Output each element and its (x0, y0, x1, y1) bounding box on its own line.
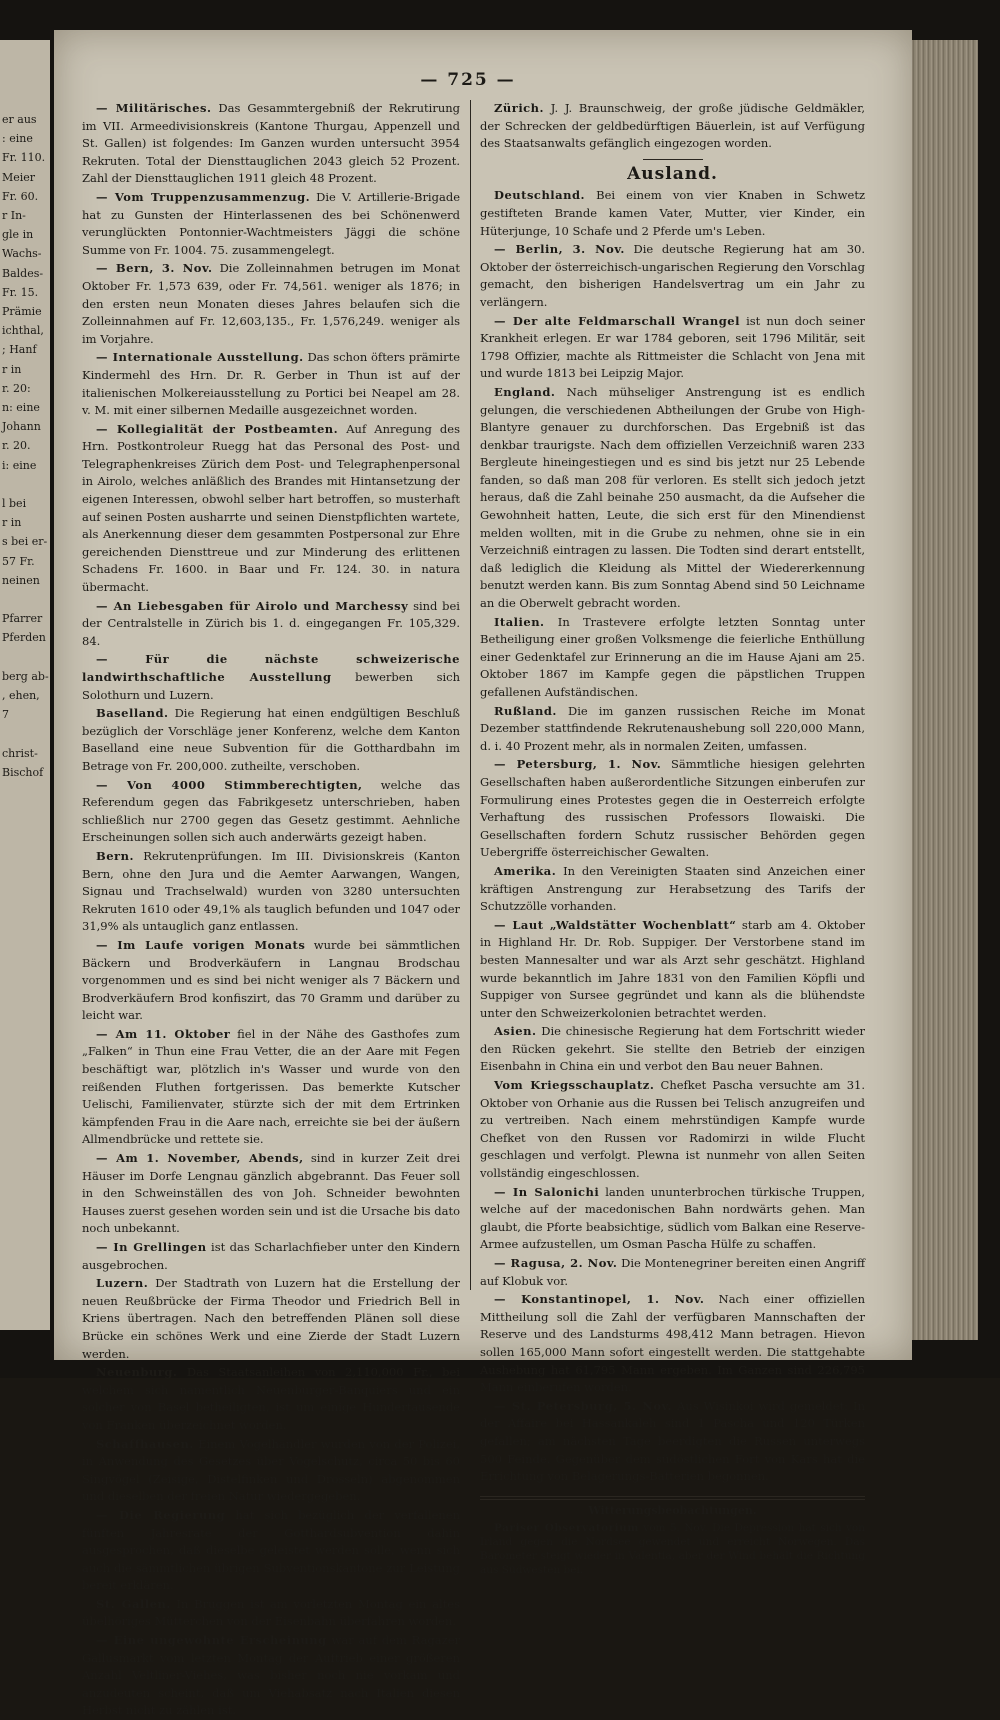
ausland-articles (480, 187, 865, 1485)
article-text: In Bruggen ist am vorletzten Montag ein altes übelhöriges Mütterchen von der Eisenbahn überfahren worden. (82, 1596, 460, 1629)
article-text: wurde bei sämmtlichen Bäckern und Brodverkäufern in Langnau Brodschau vorgenommen und es sind bei nicht weniger als 7 Bäckern und Brodverkäufern Brod konfiszirt, das 70 Gramm und darüber zu leicht war. (82, 937, 460, 1023)
article-paragraph (82, 1275, 460, 1363)
article-paragraph (82, 937, 460, 1025)
section-divider (643, 159, 703, 160)
article-lead: Neuenburg. (96, 1365, 178, 1380)
weather-lead: Pariser Observatorium (494, 1522, 639, 1535)
article-lead: — Konstantinopel, 1. Nov. (494, 1292, 705, 1307)
article-text: landen ununterbrochen türkische Truppen, welche auf der macedonischen Bahn nordwärts gehen. Man glaubt, die Pforte beabsichtige, südlich vom Balkan eine Reserve-Armee aufzustellen, um Osman Pascha Hülfe zu schaffen. (480, 1184, 865, 1252)
article-text: sind in kurzer Zeit drei Häuser im Dorfe Lengnau gänzlich abgebrannt. Das Feuer soll in den Schweinställen des von Joh. Schneider bewohnten Hauses zuerst gesehen worden sein und ist die Ursache bis dato noch unbekannt. (82, 1151, 460, 1236)
article-lead: Baselland. (96, 706, 169, 721)
article-lead: — Von 4000 Stimmberechtigten, (96, 777, 363, 792)
article-lead: — Für die nächste schweizerische landwirthschaftliche Ausstellung (82, 652, 460, 684)
article-lead: Schaffhausen. (96, 1436, 194, 1451)
article-lead: — Ragusa, 2. Nov. (494, 1256, 618, 1270)
article-paragraph (82, 705, 460, 775)
article-text: ist nun doch seiner Krankheit erlegen. Er war 1784 geboren, seit 1796 Militär, seit 1798 Offizier, machte als Rittmeister die Schlacht von Jena mit und wurde 1813 bei Leipzig Major. (480, 313, 865, 381)
article-text: Die Regierung hat einen endgültigen Beschluß bezüglich der Vorschläge jener Konferenz, welche dem Kanton Baselland eine neue Subvention für die Gotthardbahn im Betrage von Fr. 200,000. zutheilte, verschoben. (82, 706, 460, 773)
article-lead: England. (494, 384, 556, 399)
article-paragraph (82, 421, 460, 597)
article-lead: — Militärisches. (96, 101, 212, 115)
article-lead: Luzern. (96, 1276, 149, 1291)
article-paragraph (480, 241, 865, 311)
article-text: Die chinesische Regierung hat dem Fortschritt wieder den Rücken gekehrt. Sie stellte den Betrieb der einzigen Eisenbahn in China ein und verbot den Bau neuer Bahnen. (480, 1024, 866, 1074)
article-paragraph (82, 1596, 460, 1631)
article-lead: — Eine ungewohnte Erscheinung (96, 1633, 327, 1648)
article-text: In Trastevere erfolgte letzten Sonntag unter Betheiligung einer großen Volksmenge die feierliche Enthüllung einer Gedenktafel zur Erinnerung an die im Hause Ajani am 25. Oktober 1867 im Kampfe gegen die päpstlichen Truppen gefallenen Aufständischen. (480, 614, 865, 699)
article-lead: — An Liebesgaben für Airolo und Marchessy (96, 598, 409, 613)
article-paragraph (480, 313, 865, 383)
article-text: Aus Wisinkoi wird gemeldet: In der Affaire bei Hassankaleh sind 1 Pascha und 120 Türken gefallen; am nächsten Tage beerdigten die Russen unterwegs 500 Feinde. Gegenüber dem südöstlichen Fort von Kars hat die Errichtung von Belagerungs-Batterien begonnen. (480, 1398, 865, 1484)
article-paragraph (480, 614, 865, 702)
article-text: Die Zolleinnahmen betrugen im Monat Oktober Fr. 1,573 639, oder Fr. 74,561. weniger als 1876; in den ersten neun Monaten dieses Jahres belaufen sich die Zolleinnahmen auf Fr. 12,603,135., Fr. 1,576,249. weniger als im Vorjahre. (82, 261, 460, 346)
article-text: Die Montenegriner bereiten einen Angriff auf Klobuk vor. (480, 1256, 865, 1288)
article-paragraph (82, 1364, 460, 1434)
article-text: Sämmtliche hiesigen gelehrten Gesellschaften haben außerordentliche Sitzungen einberufen zur Formulirung eines Protestes gegen die in Oesterreich erfolgte Verhaftung des russischen Professors Ilowaiski. Die Gesellschaften fordern Schutz russischer Behörden gegen Uebergriffe österreichischer Gewalten. (480, 757, 865, 860)
article-lead: — Laut „Waldstätter Wochenblatt“ (494, 917, 737, 932)
article-lead: Deutschland. (494, 188, 586, 203)
article-paragraph (82, 1150, 460, 1238)
article-text: Rekrutenprüfungen. Im III. Divisionskreis (Kanton Bern, ohne den Jura und die Aemter Aarwangen, Wangen, Signau und Trachselwald) wurden von 3280 untersuchten Rekruten 1610 oder 49,1% als tauglich befunden und 1047 oder 31,9% als untauglich ganz entlassen. (82, 848, 460, 934)
article-lead: Asien. (494, 1024, 537, 1039)
article-paragraph (480, 863, 865, 916)
article-text: war auf dem Ragazer Gallusmarkt vom letzten Montag der Auftrieb einer größeren Anzahl Veltliner-Viehes, was bisher noch nie vorkam und anzudeuten scheint, daß um Viehabsatz nach Italien diesen Herbst nicht zu zählen ist. (82, 1633, 461, 1718)
article-paragraph (480, 1255, 865, 1290)
article-lead: Italien. (494, 614, 545, 629)
article-text: sind bei der Centralstelle in Zürich bis 1. d. eingegangen Fr. 105,329. 84. (82, 598, 460, 648)
article-paragraph (82, 598, 460, 651)
article-lead: — Die Regierung (96, 1507, 226, 1522)
article-lead: — Im Laufe vorigen Monats (96, 937, 306, 952)
article-paragraph (480, 703, 865, 756)
article-lead: — Am 1. November, Abends, (96, 1151, 304, 1166)
margin-fragments: er aus : eine Fr. 110. Meier Fr. 60. r In- gle in Wachs- Baldes- Fr. 15. Prämie ichthal, ; Hanf r in r. 20: n: eine Johann r. 20. i: eine l bei r in s bei er- 57 Fr. neinen Pfarrer Pferden berg ab- , ehen, 7 christ- Bischof (2, 113, 49, 779)
article-lead: — In Grellingen (96, 1240, 207, 1254)
article-lead: — Am 11. Oktober (96, 1026, 231, 1041)
article-paragraph (82, 260, 460, 348)
article-paragraph (82, 1239, 460, 1274)
section-title-ausland: Ausland. (627, 163, 718, 184)
article-text: Nach einer offiziellen Mittheilung soll die Zahl der verfügbaren Mannschaften der Reserve und des Landsturms 498,412 Mann betragen. Hievon sollen 165,000 Mann sofort eingestellt werden. Die stattgehabte Aushebung hat 61,795 Mann ergeben. Im Ganzen sind 226,795 Mann einberufen worden. (480, 1292, 866, 1395)
article-text: Das Gesammtergebniß der Rekrutirung im VII. Armeedivisionskreis (Kantone Thurgau, Appenzell und St. Gallen) ist folgendes: Im Ganzen wurden untersucht 3954 Rekruten. Total der Diensttauglichen 2043 gleich 52 Prozent. Zahl der Diensttauglichen 1911 gleich 48 Prozent. (82, 101, 460, 186)
article-lead: — Internationale Ausstellung. (96, 350, 304, 365)
article-paragraph (82, 189, 460, 259)
article-lead: Vom Kriegsschauplatz. (494, 1078, 655, 1093)
article-lead: — Petersburg, 1. Nov. (494, 757, 662, 772)
article-text: welche das Referendum gegen das Fabrikgesetz unterschrieben, haben schließlich nur 2700 gegen das Gesetz gestimmt. Aehnliche Erscheinungen sollen sich auch anderwärts gezeigt haben. (82, 777, 460, 845)
article-text: Die im ganzen russischen Reiche im Monat Dezember stattfindende Rekrutenaushebung soll 220,000 Mann, d. i. 40 Prozent mehr, als in normalen Zeiten, umfassen. (480, 703, 866, 753)
article-paragraph (82, 1507, 460, 1595)
article-paragraph (480, 384, 865, 613)
article-text: Einem Vogelhändler wurden von der Polizei, in Anwendung des Gesetzes über Vogelschutz, circa 50 bis 60 Singvögel (Zeisige, Distelfinken und Drosseln) abgenommen und dieselben der freien Natur wiedergegeben. (82, 1436, 461, 1504)
article-paragraph (480, 917, 865, 1023)
article-lead: Bern. (96, 848, 134, 863)
article-text: Nach mühseliger Anstrengung ist es endlich gelungen, die verschiedenen Abtheilungen der Grube von High-Blantyre genauer zu durchforschen. Das Ergebniß ist das denkbar traurigste. Nach dem offiziellen Verzeichniß waren 233 Bergleute hineingestiegen und es sind bis jetzt nur 25 Lebende fanden, so daß man 208 für verloren. Es stellt sich jedoch jetzt heraus, daß die Zahl beinahe 250 ausmacht, da die Aufseher die Gewohnheit hatten, Leute, die sich erst für den Minendienst melden wollten, mit in die Grube zu nehmen, ohne sie in ein Verzeichniß eintragen zu lassen. Die Todten sind derart entstellt, daß lediglich die Kleidung als Mittel der Wiedererkennung benutzt werden kann. Bis zum Sonntag Abend sind 50 Leichname an die Oberwelt gebracht worden. (480, 384, 866, 611)
article-text: J. J. Braunschweig, der große jüdische Geldmäkler, der Schrecken der geldbedürftigen Bäuerlein, ist auf Verfügung des Staatsanwalts gefänglich eingezogen worden. (480, 101, 866, 151)
article-paragraph (82, 777, 460, 847)
right-column-continuation (480, 100, 865, 153)
article-lead: Rußland. (494, 703, 557, 718)
article-text: bewerben sich Solothurn und Luzern. (82, 670, 460, 702)
article-paragraph (480, 1184, 865, 1254)
weather-title: Witterungsbeobachtungen. (588, 1503, 757, 1517)
article-text: Chefket Pascha versuchte am 31. Oktober von Orhanie aus die Russen bei Telisch anzugreifen und zu vertreiben. Nach einem mehrstündigen Kampfe wurde Chefket von den Russen vor Radomirzi in wilde Flucht geschlagen und verfolgt. Plewna ist nunmehr von allen Seiten vollständig eingeschlossen. (480, 1078, 866, 1181)
article-lead: — Vom Truppenzusammenzug. (96, 189, 311, 204)
article-paragraph (82, 1026, 460, 1149)
article-text: hat sich bezüglich der verfallenen fünften Jahresrate der Gotthardsubvention dahin ausgesprochen, daß dieselbe geleistet werden solle, wenn sich auch die sämmtlichen übrigen Subventionskantone zur Leistung bereit erklären. (82, 1507, 461, 1593)
weather-text: vom 5. Nov. Die Depression hat sich von Irland gegen die Nordsee gewendet und erreicht Norwegen. Das Barometer steigt wieder in Valentia, aber der Wind behält die Richtung aus Südwesten bei. (480, 1522, 866, 1577)
article-lead: — Bern, 3. Nov. (96, 261, 213, 276)
article-text: ist das Scharlachfieber unter den Kindern ausgebrochen. (82, 1240, 460, 1272)
article-lead: — Der alte Feldmarschall Wrangel (494, 313, 740, 328)
article-text: Das Staatsanleihen von 2,110,000 Fr., bei welchem sich namentlich Neuenburger-Banquiers und ein solcher von Basel betheiligten, ist um einige Hundertausende von Franken überzeichnet worden. (82, 1365, 460, 1432)
article-text: Das schon öfters prämirte Kindermehl des Hrn. Dr. R. Gerber in Thun ist auf der italienischen Molkereiausstellung zu Portici bei Neapel am 28. v. M. mit einer silbernen Medaille ausgezeichnet worden. (82, 350, 460, 418)
article-lead: Amerika. (494, 863, 557, 878)
article-paragraph (82, 848, 460, 936)
article-lead: — Kollegialität der Postbeamten. (96, 421, 339, 436)
article-text: Die V. Artillerie-Brigade hat zu Gunsten der Hinterlassenen des bei Schönenwerd verunglückten Pontonnier-Wachtmeisters Jäggi die schöne Summe von Fr. 1004. 75. zusammengelegt. (82, 189, 460, 257)
article-text: starb am 4. Oktober in Highland Hr. Dr. Rob. Suppiger. Der Verstorbene stand im besten Mannesalter und war als Arzt sehr geschätzt. Highland wurde bekanntlich im Jahre 1831 von den Familien Köpfli und Suppiger von Sursee gegründet und kann als die blühendste unter den Schweizerkolonien betrachtet werden. (480, 917, 865, 1020)
article-text: Die deutsche Regierung hat am 30. Oktober der österreichisch-ungarischen Regierung den Vorschlag gemacht, den bisherigen Handelsvertrag um ein Jahr zu verlängern. (480, 242, 865, 309)
previous-page-edge (0, 40, 50, 1330)
weather-report (480, 1521, 865, 1577)
article-paragraph (480, 1077, 865, 1183)
left-column (82, 100, 461, 1718)
article-text: Bei einem von vier Knaben in Schwetz gestifteten Brande kamen Vater, Mutter, vier Kinder, ein Hüterjunge, 10 Schafe und 2 Pferde um's Leben. (480, 188, 866, 238)
article-lead: St. Gallen. (96, 1596, 171, 1611)
article-text: Auf Anregung des Hrn. Postkontroleur Ruegg hat das Personal des Post- und Telegraphenkreises Zürich dem Post- und Telegraphenpersonal in Airolo, welches anläßlich des Brandes mit Hintansetzung der eigenen Interessen, obwohl selber hart betroffen, so musterhaft auf seinen Posten ausharrte und seinen Dienstpflichten wartete, als Anerkennung dieser dem gesammten Postpersonal zur Ehre gereichenden Diensttreue und zur Minderung des erlittenen Schadens Fr. 1600. in Baar und Fr. 124. 30. in natura übermacht. (82, 421, 460, 595)
article-paragraph (480, 1398, 865, 1486)
article-text: In den Vereinigten Staaten sind Anzeichen einer kräftigen Anstrengung zur Herabsetzung des Tarifs der Schutzzölle vorhanden. (480, 863, 866, 914)
article-text: Der Stadtrath von Luzern hat die Erstellung der neuen Reußbrücke der Firma Theodor und Friedrich Bell in Kriens übertragen. Nach den betreffenden Plänen soll diese Brücke ein schönes Werk und eine Zierde der Stadt Luzern werden. (82, 1276, 460, 1361)
article-paragraph (480, 187, 865, 240)
article-paragraph (82, 349, 460, 419)
article-paragraph (82, 1632, 460, 1720)
article-paragraph (480, 756, 865, 862)
right-column (480, 100, 866, 1577)
page-number: — 725 — (420, 70, 516, 90)
article-lead: — St. Petersburg, 5. Nov. (494, 1398, 673, 1413)
article-lead: Zürich. (494, 101, 545, 115)
article-lead: — In Salonichi (494, 1184, 600, 1199)
article-paragraph (82, 100, 460, 188)
article-paragraph (480, 1023, 865, 1076)
article-paragraph (82, 651, 460, 704)
column-divider (470, 100, 471, 1290)
article-paragraph (480, 1291, 865, 1397)
article-paragraph (82, 1436, 460, 1506)
weather-divider (480, 1496, 865, 1500)
article-lead: — Berlin, 3. Nov. (494, 242, 625, 257)
article-text: fiel in der Nähe des Gasthofes zum „Falken“ in Thun eine Frau Vetter, die an der Aare mit Fegen beschäftigt war, plötzlich in's Wasser und wurde von den reißenden Fluthen fortgerissen. Das bemerkte Kutscher Uelischi, Familienvater, stürzte sich der mit dem Ertrinken kämpfenden Frau in die Aare nach, erreichte sie bei der äußern Allmendbrücke und rettete sie. (82, 1026, 461, 1147)
article-paragraph (480, 100, 865, 153)
